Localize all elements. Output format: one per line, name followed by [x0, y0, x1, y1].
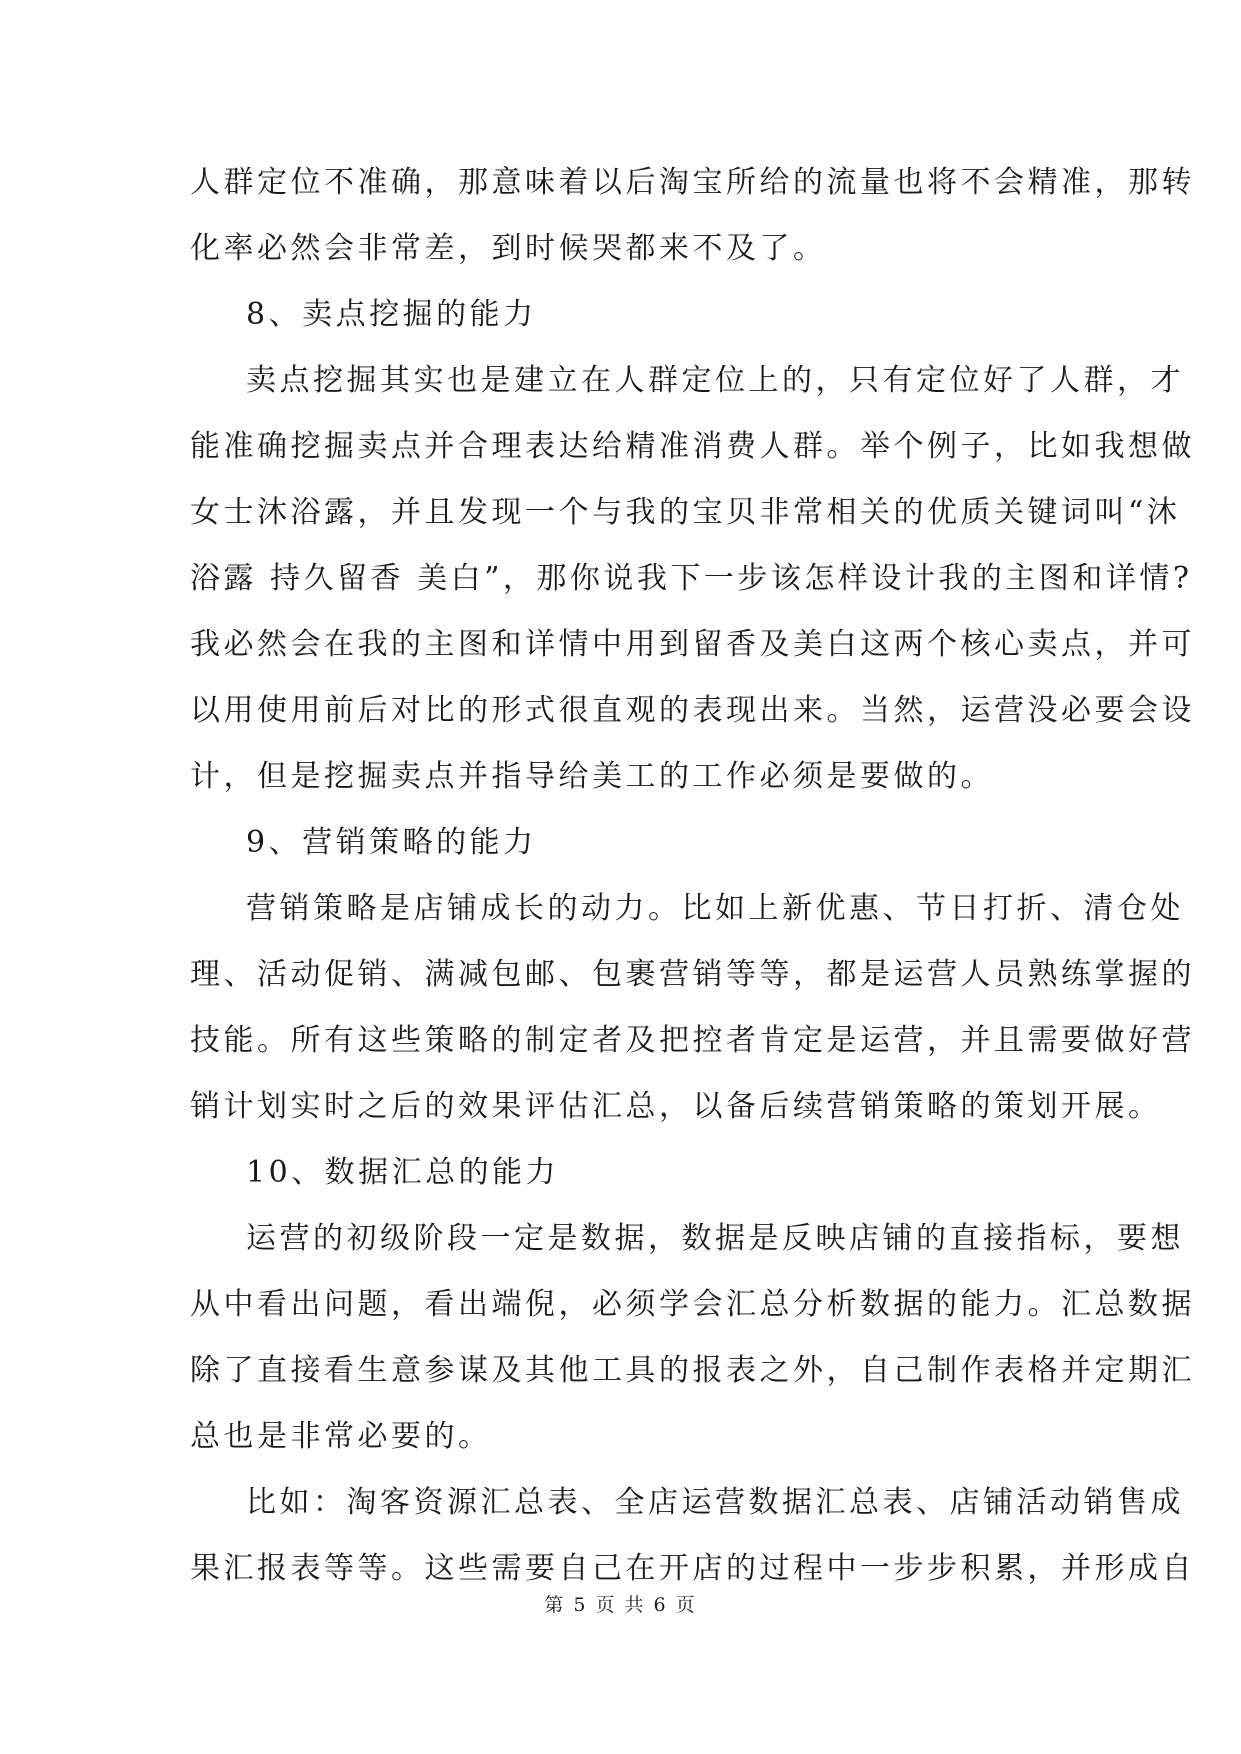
- text-line: 卖点挖掘其实也是建立在人群定位上的，只有定位好了人群，才: [246, 363, 1184, 398]
- text-line: 计，但是挖掘卖点并指导给美工的工作必须是要做的。: [190, 759, 994, 794]
- text-line: 10、数据汇总的能力: [246, 1155, 560, 1190]
- page-footer: 第 5 页 共 6 页: [544, 1594, 697, 1616]
- text-line: 女士沐浴露，并且发现一个与我的宝贝非常相关的优质关键词叫“沐: [190, 495, 1181, 530]
- text-line: 从中看出问题，看出端倪，必须学会汇总分析数据的能力。汇总数据: [190, 1287, 1195, 1322]
- text-line: 果汇报表等等。这些需要自己在开店的过程中一步步积累，并形成自: [190, 1551, 1195, 1586]
- text-line: 除了直接看生意参谋及其他工具的报表之外，自己制作表格并定期汇: [190, 1353, 1195, 1388]
- document-body: [190, 150, 1195, 1602]
- text-line: 运营的初级阶段一定是数据，数据是反映店铺的直接指标，要想: [246, 1221, 1184, 1256]
- text-line: 9、营销策略的能力: [246, 825, 537, 860]
- text-line: 8、卖点挖掘的能力: [246, 297, 537, 332]
- text-line: 销计划实时之后的效果评估汇总，以备后续营销策略的策划开展。: [190, 1089, 1162, 1124]
- text-line: 以用使用前后对比的形式很直观的表现出来。当然，运营没必要会设: [190, 693, 1195, 728]
- text-line: 化率必然会非常差，到时候哭都来不及了。: [190, 231, 827, 266]
- text-line: 浴露 持久留香 美白”，那你说我下一步该怎样设计我的主图和详情?: [190, 561, 1193, 596]
- text-line: 人群定位不准确，那意味着以后淘宝所给的流量也将不会精准，那转: [190, 165, 1195, 200]
- text-line: 比如：淘客资源汇总表、全店运营数据汇总表、店铺活动销售成: [246, 1485, 1184, 1520]
- text-line: 理、活动促销、满减包邮、包裹营销等等，都是运营人员熟练掌握的: [190, 957, 1195, 992]
- text-line: 能准确挖掘卖点并合理表达给精准消费人群。举个例子，比如我想做: [190, 429, 1195, 464]
- text-line: 营销策略是店铺成长的动力。比如上新优惠、节日打折、清仓处: [246, 891, 1184, 926]
- text-line: 技能。所有这些策略的制定者及把控者肯定是运营，并且需要做好营: [190, 1023, 1195, 1058]
- text-line: 总也是非常必要的。: [190, 1419, 492, 1454]
- text-line: 我必然会在我的主图和详情中用到留香及美白这两个核心卖点，并可: [190, 627, 1195, 662]
